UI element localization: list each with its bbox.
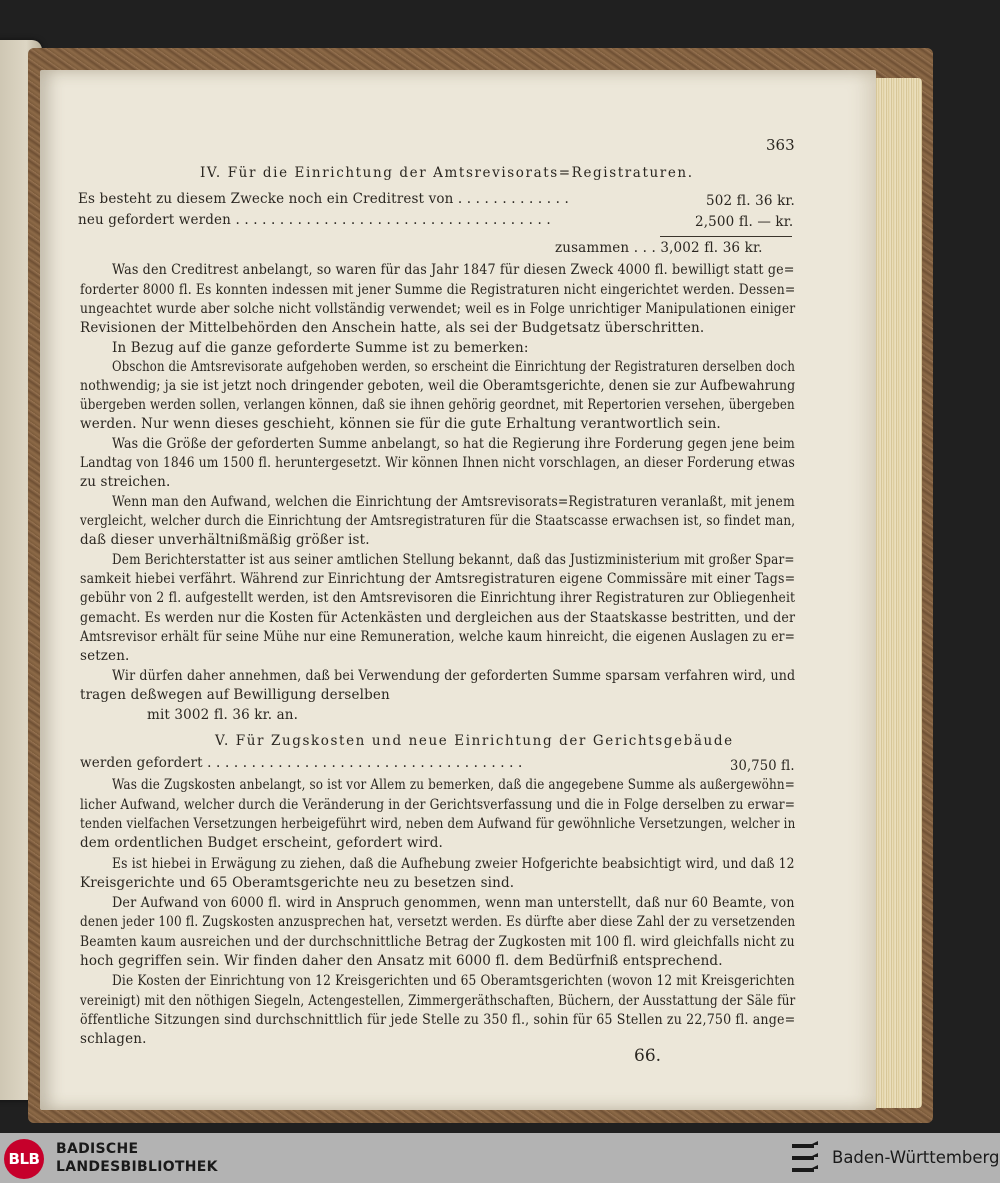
text-line: übergeben werden sollen, verlangen können, daß sie ihnen gehörig geordnet, mit Repertorien versehen, übergeben <box>80 397 795 413</box>
text-line: Es ist hiebei in Erwägung zu ziehen, daß die Aufhebung zweier Hofgerichte beabsichtigt wird, und daß 12 <box>112 856 795 872</box>
text-line: vereinigt) mit den nöthigen Siegeln, Actengestellen, Zimmergeräthschaften, Büchern, der Ausstattung der Säle für <box>80 993 796 1009</box>
text-line: hoch gegriffen sein. Wir finden daher den Ansatz mit 6000 fl. dem Bedürfniß entsprechend. <box>80 953 723 969</box>
text-line: Die Kosten der Einrichtung von 12 Kreisgerichten und 65 Oberamtsgerichten (wovon 12 mit Kreisgerichten <box>112 973 795 989</box>
blb-logo-icon[interactable] <box>4 1139 44 1179</box>
library-name-line1: BADISCHE <box>56 1141 139 1157</box>
blb-badge-text: BLB <box>8 1150 40 1168</box>
text-line: forderter 8000 fl. Es konnten indessen mit jener Summe die Registraturen nicht eingerichtet werden. Dessen= <box>80 282 796 298</box>
text-line: samkeit hiebei verfährt. Während zur Einrichtung der Amtsregistraturen eigene Commissäre mit einer Tags= <box>80 571 796 587</box>
text-line: Was den Creditrest anbelangt, so waren für das Jahr 1847 für diesen Zweck 4000 fl. bewilligt statt ge= <box>112 262 795 278</box>
text-line: Wir dürfen daher annehmen, daß bei Verwendung der geforderten Summe sparsam verfahren wird, und <box>112 668 796 684</box>
signature-number: 66. <box>634 1046 662 1066</box>
text-line: denen jeder 100 fl. Zugskosten anzusprechen hat, versetzt werden. Es dürfte aber diese Zahl der zu versetzenden <box>80 914 796 930</box>
baden-wuerttemberg-lions-icon[interactable] <box>790 1139 822 1179</box>
viewer-footer <box>0 1133 1000 1183</box>
text-line: Landtag von 1846 um 1500 fl. heruntergesetzt. Wir können Ihnen nicht vorschlagen, an dieser Forderung etwas <box>80 455 795 471</box>
sum-rule <box>660 236 792 237</box>
text-line: gemacht. Es werden nur die Kosten für Actenkästen und dergleichen aus der Staatskasse bestritten, und der <box>80 610 796 626</box>
text-line: schlagen. <box>80 1031 147 1047</box>
text-line: Dem Berichterstatter ist aus seiner amtlichen Stellung bekannt, daß das Justizministerium mit großer Spar= <box>112 552 795 568</box>
text-line: werden gefordert . . . . . . . . . . . . . . . . . . . . . . . . . . . . . . . . . . . . <box>80 755 523 771</box>
text-line: licher Aufwand, welcher durch die Veränderung in der Gerichtsverfassung und die in Folge derselben zu erwar= <box>80 797 796 813</box>
text-line: Revisionen der Mittelbehörden den Anschein hatte, als sei der Budgetsatz überschritten. <box>80 320 705 336</box>
text-line: 2,500 fl. — kr. <box>695 214 794 230</box>
text-line: Amtsrevisor erhält für seine Mühe nur eine Remuneration, welche kaum hinreicht, die eigenen Auslagen zu er= <box>80 629 796 645</box>
text-line: setzen. <box>80 648 130 664</box>
state-brand-text[interactable]: Baden-Württemberg <box>832 1148 1000 1167</box>
text-line: öffentliche Sitzungen sind durchschnittlich für jede Stelle zu 350 fl., sohin für 65 Stellen zu 22,750 fl. ange= <box>80 1012 796 1028</box>
text-line: daß dieser unverhältnißmäßig größer ist. <box>80 532 370 548</box>
text-line: Wenn man den Aufwand, welchen die Einrichtung der Amtsrevisorats=Registraturen veranlaßt, mit jenem <box>112 494 795 510</box>
section-heading: IV. Für die Einrichtung der Amtsrevisorats=Registraturen. <box>200 165 694 181</box>
text-line: In Bezug auf die ganze geforderte Summe ist zu bemerken: <box>112 340 529 356</box>
library-name-line2: LANDESBIBLIOTHEK <box>56 1159 218 1175</box>
text-line: Der Aufwand von 6000 fl. wird in Anspruch genommen, wenn man unterstellt, daß nur 60 Beamte, von <box>112 895 795 911</box>
text-line: nothwendig; ja sie ist jetzt noch dringender geboten, weil die Oberamtsgerichte, denen sie zur Aufbewahrung <box>80 378 796 394</box>
text-line: 502 fl. 36 kr. <box>706 193 795 209</box>
text-line: Was die Zugskosten anbelangt, so ist vor Allem zu bemerken, daß die angegebene Summe als außergewöhn= <box>112 777 795 793</box>
text-line: tenden vielfachen Versetzungen herbeigeführt wird, neben dem Aufwand für gewöhnliche Versetzungen, welcher in <box>80 816 796 832</box>
page-number: 363 <box>766 136 795 154</box>
text-line: zu streichen. <box>80 474 171 490</box>
text-line: Es besteht zu diesem Zwecke noch ein Creditrest von . . . . . . . . . . . . . <box>78 191 569 207</box>
text-line: werden. Nur wenn dieses geschieht, können sie für die gute Erhaltung verantwortlich sein. <box>80 416 721 432</box>
text-line: neu gefordert werden . . . . . . . . . . . . . . . . . . . . . . . . . . . . . . . . . . . . <box>78 212 551 228</box>
section-heading: V. Für Zugskosten und neue Einrichtung der Gerichtsgebäude <box>215 733 734 749</box>
text-line: Beamten kaum ausreichen und der durchschnittliche Betrag der Zugkosten mit 100 fl. wird gleichfalls nicht zu <box>80 934 795 950</box>
text-line: vergleicht, welcher durch die Einrichtung der Amtsregistraturen für die Staatscasse erwachsen ist, so findet man, <box>80 513 796 529</box>
text-line: Was die Größe der geforderten Summe anbelangt, so hat die Regierung ihre Forderung gegen jene beim <box>112 436 795 452</box>
text-line: gebühr von 2 fl. aufgestellt werden, ist den Amtsrevisoren die Einrichtung ihrer Registraturen zur Obliegenheit <box>80 590 796 606</box>
text-line: Kreisgerichte und 65 Oberamtsgerichte neu zu besetzen sind. <box>80 875 515 891</box>
text-line: mit 3002 fl. 36 kr. an. <box>147 707 299 723</box>
text-line: dem ordentlichen Budget erscheint, gefordert wird. <box>80 835 443 851</box>
text-line: ungeachtet wurde aber solche nicht vollständig verwendet; weil es in Folge unrichtiger Manipulationen einiger <box>80 301 796 317</box>
text-line: tragen deßwegen auf Bewilligung derselben <box>80 687 390 703</box>
text-line: Obschon die Amtsrevisorate aufgehoben werden, so erscheint die Einrichtung der Registraturen derselben doch <box>112 359 795 375</box>
text-line: 30,750 fl. <box>730 758 795 774</box>
text-line: zusammen . . . 3,002 fl. 36 kr. <box>555 240 763 256</box>
